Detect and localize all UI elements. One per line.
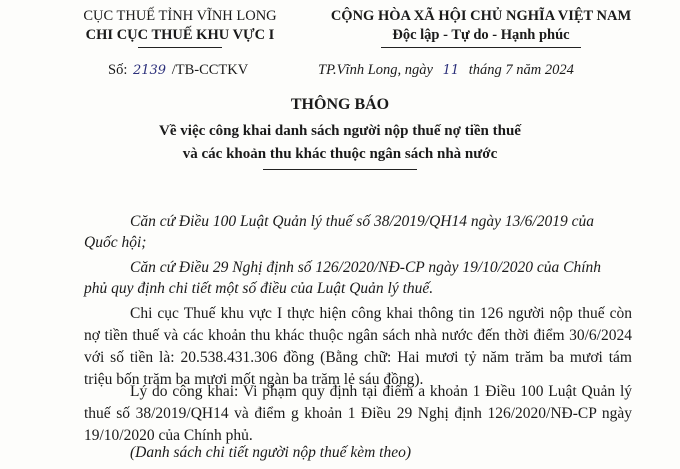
title-underline bbox=[263, 169, 417, 170]
disclosure-reason-paragraph: Lý do công khai: Vi phạm quy định tại điểm a khoản 1 Điều 100 Luật Quản lý thuế số 38/2019/QH14 và điểm g khoản 1 Điều 29 Nghị định 126/2020/NĐ-CP ngày 19/10/2020 của Chính phủ. bbox=[84, 383, 632, 444]
doc-number-suffix: /TB-CCTKV bbox=[171, 62, 249, 78]
national-motto: Độc lập - Tự do - Hạnh phúc bbox=[392, 27, 570, 43]
legal-basis-2-line1: Căn cứ Điều 29 Nghị định số 126/2020/NĐ-CP ngày 19/10/2020 của Chính bbox=[130, 259, 602, 276]
legal-basis-2-line2: phủ quy định chi tiết một số điều của Luật Quản lý thuế. bbox=[84, 280, 434, 297]
date-suffix: tháng 7 năm 2024 bbox=[468, 62, 574, 78]
motto-underline bbox=[381, 47, 581, 48]
issuing-agency-parent: CỤC THUẾ TỈNH VĨNH LONG bbox=[83, 8, 277, 24]
attachment-note: (Danh sách chi tiết người nộp thuế kèm theo) bbox=[130, 444, 412, 461]
issuing-agency: CHI CỤC THUẾ KHU VỰC I bbox=[85, 27, 275, 43]
document-subject-line1: Về việc công khai danh sách người nộp thuế nợ tiền thuế bbox=[159, 123, 521, 139]
date-day-handwritten: 11 bbox=[442, 63, 460, 78]
legal-basis-1-line1: Căn cứ Điều 100 Luật Quản lý thuế số 38/2019/QH14 ngày 13/6/2019 của bbox=[130, 213, 594, 230]
date-prefix: TP.Vĩnh Long, ngày bbox=[318, 62, 433, 78]
legal-basis-1-line2: Quốc hội; bbox=[84, 234, 147, 251]
agency-underline bbox=[138, 47, 222, 48]
document-number bbox=[108, 62, 248, 79]
document-subject-line2: và các khoản thu khác thuộc ngân sách nhà nước bbox=[182, 146, 498, 162]
national-title: CỘNG HÒA XÃ HỘI CHỦ NGHĨA VIỆT NAM bbox=[330, 8, 632, 24]
disclosure-paragraph: Chi cục Thuế khu vực I thực hiện công khai thông tin 126 người nộp thuế còn nợ tiền thuế và các khoản thu khác thuộc ngân sách nhà nước đến thời điểm 30/6/2024 với số tiền là: 20.538.431.306 đồng (Bằng chữ: Hai mươi tỷ năm trăm ba mươi tám triệu bốn trăm ba mươi mốt ngàn ba trăm lẻ sáu đồng). bbox=[84, 305, 632, 388]
doc-number-prefix: Số: bbox=[108, 62, 128, 78]
place-date bbox=[318, 62, 574, 79]
document-title: THÔNG BÁO bbox=[290, 96, 390, 113]
doc-number-handwritten: 2139 bbox=[132, 63, 167, 78]
